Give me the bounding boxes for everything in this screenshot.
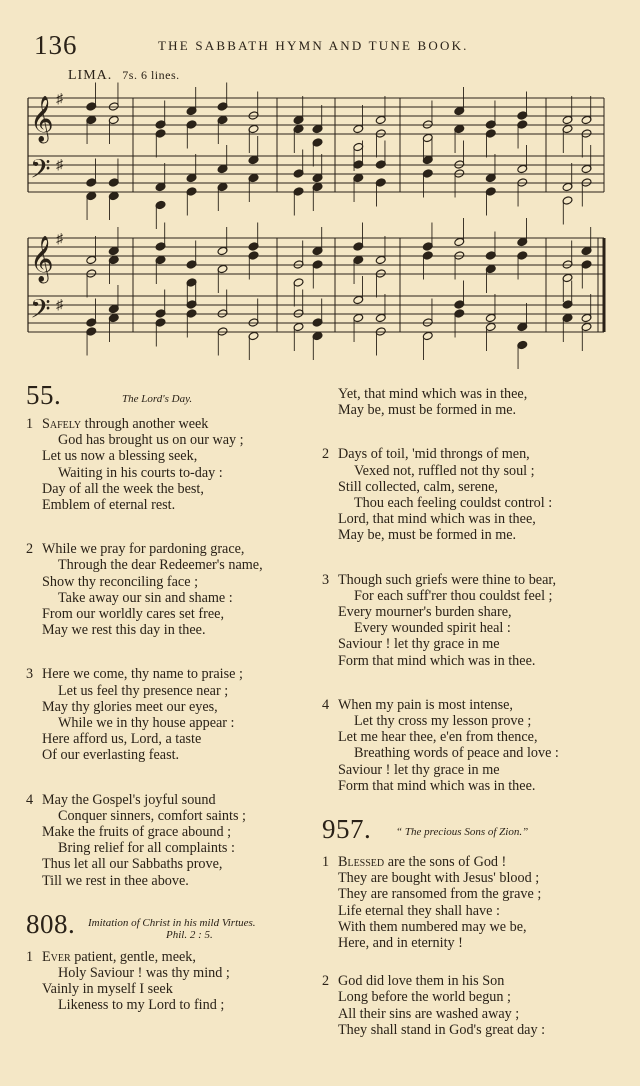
verse-line: 3 Here we come, thy name to praise ; [26,666,243,683]
verse [26,541,316,638]
verse-line: Vainly in myself I seek [42,981,173,998]
verse-number: 3 [26,666,34,683]
verse-line: Take away our sin and shame : [58,589,233,606]
verse [26,949,316,1014]
treble-clef-icon: 𝄞 [30,96,54,142]
verse-line: Conquer sinners, comfort saints ; [58,807,246,824]
sharp-icon: ♯ [56,298,63,313]
verse-line: 1 Blessed are the sons of God ! [322,854,507,871]
verse-line: Show thy reconciling face ; [42,573,199,590]
verse-line: Make the fruits of grace abound ; [42,824,232,841]
verse-line: With them numbered may we be, [338,918,527,935]
verse-line: They are bought with Jesus' blood ; [338,870,540,887]
verse-line: Let us now a blessing seek, [42,448,198,465]
sharp-icon: ♯ [56,92,63,107]
verse [26,666,316,763]
small-caps-word: Safely [42,416,82,432]
verse [322,572,632,669]
verse-line: 1 Ever patient, gentle, meek, [26,948,196,965]
bass-clef-icon: 𝄢 [30,293,51,331]
verse [26,416,316,513]
verse-line: Let us feel thy presence near ; [58,682,229,699]
verse-line: Saviour ! let thy grace in me [338,761,500,778]
hymn-number: 808. [26,908,76,939]
verse-line: May we rest this day in thee. [42,622,206,639]
verse-line: Here, and in eternity ! [338,935,463,952]
verse-line: They shall stand in God's great day : [338,1021,546,1038]
verse [322,386,632,418]
hymn-808-continued [322,386,632,794]
verse-number: 2 [322,973,330,990]
verse-line: 2 God did love them in his Son [322,973,505,990]
verse-number: 4 [322,696,330,713]
hymn-title: The Lord's Day. [122,393,193,405]
verse-line: May be, must be formed in me. [338,402,517,419]
hymn-808-header [26,909,316,949]
hymn-title: “ The precious Sons of Zion.” [396,826,529,839]
verse-line: Breathing words of peace and love : [354,745,559,762]
left-column [26,380,316,1014]
sharp-icon: ♯ [56,232,63,247]
verse-line: Thus let all our Sabbaths prove, [42,856,223,873]
verse-line: Emblem of eternal rest. [42,497,176,514]
verse-line: Bring relief for all complaints : [58,840,235,857]
verse [26,792,316,889]
bass-clef-icon: 𝄢 [30,153,51,191]
verse-line: While we in thy house appear : [58,715,235,732]
verse-line: Let thy cross my lesson prove ; [354,713,532,730]
verse-line: Through the dear Redeemer's name, [58,557,263,574]
verse-line: For each suff'rer thou couldst feel ; [354,587,553,604]
verse-line: Likeness to my Lord to find ; [58,997,225,1014]
verse-line: Still collected, calm, serene, [338,478,498,495]
treble-clef-icon: 𝄞 [30,236,54,282]
hymn-reference: Phil. 2 : 5. [166,928,213,941]
hymn-808-verses [26,949,316,1014]
verse-line: Thou each feeling couldst control : [354,495,553,512]
hymn-number: 55. [26,380,62,410]
running-title: THE SABBATH HYMN AND TUNE BOOK. [158,38,469,53]
verse-line: Every mourner's burden share, [338,604,512,621]
sharp-icon: ♯ [56,158,63,173]
verse-number: 2 [322,446,330,463]
verse-number: 1 [26,416,34,432]
verse-line: Till we rest in thee above. [42,872,189,889]
verse-line: All their sins are washed away ; [338,1005,520,1022]
verse [322,697,632,794]
verse-line: Day of all the week the best, [42,480,204,497]
verse-number: 1 [322,854,330,871]
verse-line: Lord, that mind which was in thee, [338,511,536,528]
verse-line: May be, must be formed in me. [338,527,517,544]
verse-line: Form that mind which was in thee. [338,652,536,669]
verse-line: They are ransomed from the grave ; [338,886,542,903]
tune-meter: 7s. 6 lines. [122,68,180,82]
hymn-957-verses [322,854,632,1038]
verse-line: From our worldly cares set free, [42,606,225,623]
verse [322,973,632,1038]
verse-line: 2 Days of toil, 'mid throngs of men, [322,446,530,463]
verse-number: 4 [26,791,34,808]
hymn-957-header [322,814,632,854]
verse-line: 3 Though such griefs were thine to bear, [322,571,557,588]
verse [322,446,632,543]
verse-line: Long before the world begun ; [338,989,511,1006]
small-caps-word: Ever [42,948,71,965]
hymn-title: Imitation of Christ in his mild Virtues. [88,916,256,929]
verse-line: May thy glories meet our eyes, [42,698,218,715]
verse-number: 1 [26,948,34,965]
music-score [0,0,640,370]
verse-line: Holy Saviour ! was thy mind ; [58,965,230,982]
verse-line: Waiting in his courts to-day : [58,464,223,481]
verse-line: Form that mind which was in thee. [338,777,536,794]
right-column [322,386,632,1038]
small-caps-word: Blessed [338,854,385,871]
verse-line: Life eternal they shall have : [338,902,500,919]
hymn-55-verses [26,416,316,889]
page-number: 136 [34,30,78,60]
verse-number: 2 [26,541,34,558]
verse-number: 3 [322,571,330,588]
verse-line: 4 May the Gospel's joyful sound [26,791,216,808]
verse-line: Vexed not, ruffled not thy soul ; [354,462,535,479]
hymn-number: 957. [322,814,372,845]
verse-line: Saviour ! let thy grace in me [338,636,500,653]
verse-line: Every wounded spirit heal : [354,620,511,637]
verse-line: God has brought us on our way ; [58,432,244,449]
verse-line: 1 Safely through another week [26,416,209,432]
hymn-55-header [26,380,316,416]
verse-line: Let me hear thee, e'en from thence, [338,729,538,746]
verse-line: 2 While we pray for pardoning grace, [26,541,245,558]
verse-line: Of our everlasting feast. [42,747,180,764]
verse [322,854,632,951]
verse-line: 4 When my pain is most intense, [322,696,513,713]
verse-line: Here afford us, Lord, a taste [42,731,202,748]
tune-name: LIMA. [68,68,113,83]
verse-line: Yet, that mind which was in thee, [338,386,528,402]
